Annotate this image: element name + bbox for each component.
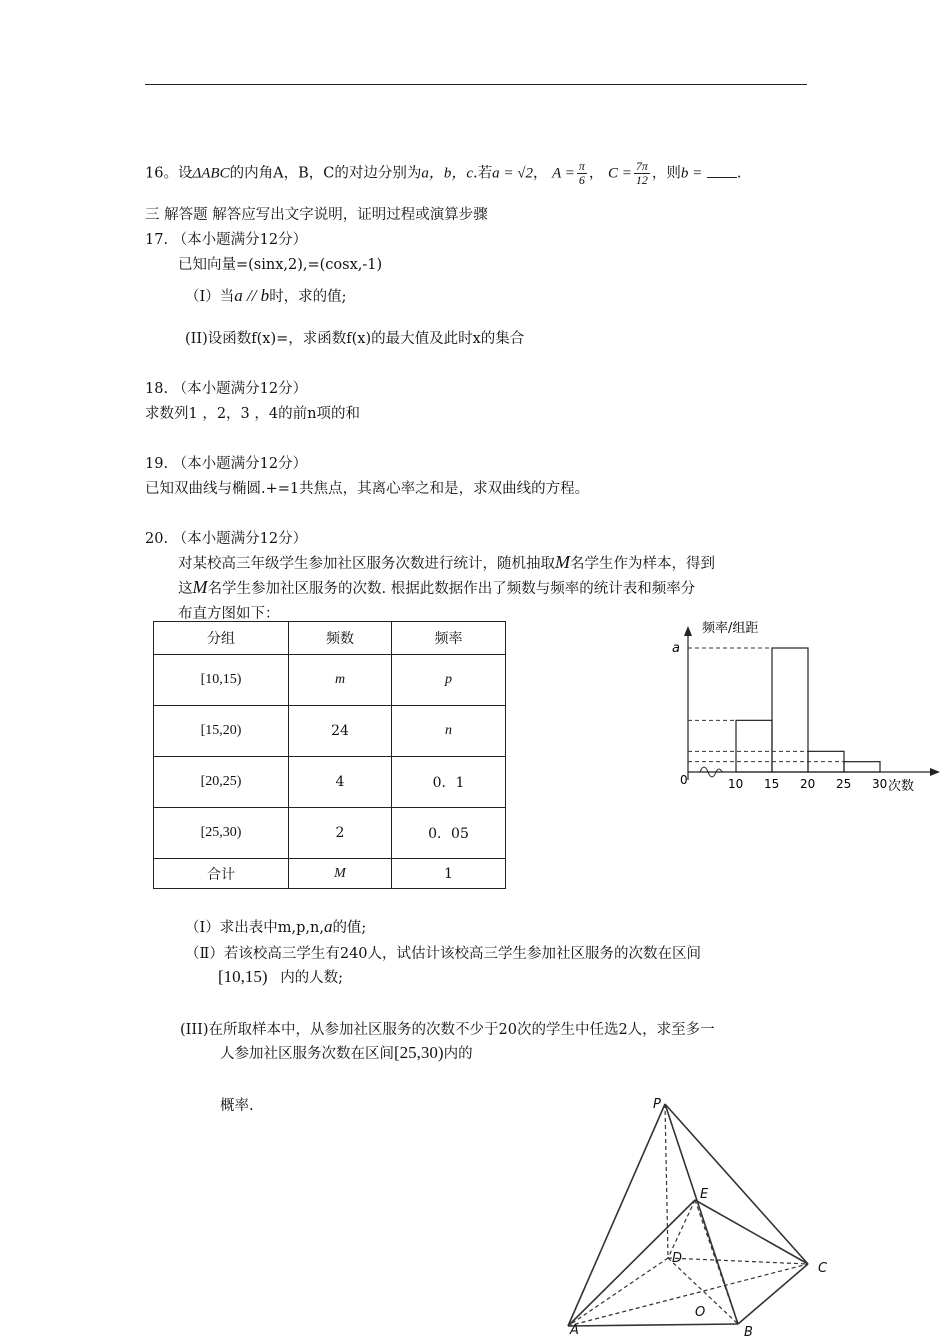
question-16: 16。设ΔABC的内角A，B，C的对边分别为a，b，c.若a = √2， A = $\frac{\pi}{6}$ ， C = $\frac{7\pi}{12}$ ，则b = . [145, 159, 742, 187]
y-axis-arrow [684, 626, 692, 636]
label-C: C [818, 1261, 828, 1276]
origin-label: 0 [680, 773, 688, 787]
label-E: E [700, 1187, 709, 1202]
histogram-ticks [728, 777, 887, 791]
question-20-part3-cont: 人参加社区服务次数在区间[25,30)内的 [220, 1043, 473, 1062]
pyramid-figure [560, 1090, 860, 1340]
question-20-intro-3: 布直方图如下： [178, 606, 280, 622]
table-row: [25,30) 2 0．05 [154, 808, 506, 859]
section-heading: 三 解答题 解答应写出文字说明，证明过程或演算步骤 [145, 207, 488, 223]
question-17-part2: (II)设函数f(x)=，求函数f(x)的最大值及此时x的集合 [185, 331, 525, 347]
x-tick-label: 25 [836, 777, 852, 791]
histogram-bar [736, 720, 772, 772]
question-20-part1: （Ⅰ）求出表中m,p,n,a的值; [185, 917, 367, 936]
table-header: 分组 [154, 622, 289, 655]
x-tick-label: 10 [728, 777, 744, 791]
question-18-text: 求数列1 ，2，3 ，4的前n项的和 [145, 406, 360, 422]
y-label-a: a [672, 641, 680, 656]
table-header-row [154, 622, 506, 655]
label-O: O [695, 1305, 706, 1320]
frequency-histogram [660, 612, 945, 800]
table-row: [20,25) 4 0．1 [154, 757, 506, 808]
question-20-intro-2: 这M名学生参加社区服务的次数. 根据此数据作出了频数与频率的统计表和频率分 [178, 577, 696, 597]
question-19-text: 已知双曲线与椭圆.+=1共焦点，其离心率之和是，求双曲线的方程。 [145, 481, 590, 497]
histogram-bars [688, 648, 880, 772]
question-20-head: 20. （本小题满分12分） [145, 531, 308, 547]
pyramid-hidden-edges [568, 1104, 808, 1326]
x-tick-label: 15 [764, 777, 780, 791]
frequency-table [153, 621, 506, 889]
fraction-7pi-12: $\frac{7\pi}{12}$ [635, 159, 648, 187]
table-row: 合计 M 1 [154, 859, 506, 889]
label-A: A [570, 1323, 579, 1338]
histogram-bar [844, 762, 880, 772]
question-20-part3-end: 概率. [220, 1098, 254, 1114]
fraction-pi-6: $\frac{\pi}{6}$ [578, 159, 585, 187]
y-axis-title: 频率/组距 [702, 621, 759, 636]
label-D: D [672, 1251, 683, 1266]
answer-blank [707, 177, 737, 178]
question-19-head: 19. （本小题满分12分） [145, 456, 308, 472]
question-20-part3: (III)在所取样本中，从参加社区服务的次数不少于20次的学生中任选2人，求至多一 [180, 1022, 715, 1038]
header-rule [145, 84, 807, 85]
label-B: B [744, 1325, 753, 1340]
table-header: 频数 [289, 622, 392, 655]
pyramid-labels [569, 1097, 828, 1340]
table-row: [15,20) 24 n [154, 706, 506, 757]
x-axis-arrow [930, 768, 940, 776]
question-17-given: 已知向量=(sinx,2),=(cosx,-1) [178, 257, 383, 273]
label-P: P [653, 1097, 661, 1112]
question-20-part2-cont: [10,15) 内的人数; [218, 967, 344, 986]
x-tick-label: 20 [800, 777, 816, 791]
question-17-head: 17. （本小题满分12分） [145, 232, 308, 248]
table-header: 频率 [392, 622, 506, 655]
question-18-head: 18. （本小题满分12分） [145, 381, 308, 397]
table-row: [10,15) m p [154, 655, 506, 706]
question-17-part1: （Ⅰ）当a // b时，求的值; [185, 286, 347, 305]
x-tick-label: 30 [872, 777, 888, 791]
x-axis-title: 次数 [888, 779, 915, 794]
histogram-bar [772, 648, 808, 772]
question-20-intro-1: 对某校高三年级学生参加社区服务次数进行统计，随机抽取M名学生作为样本，得到 [178, 552, 715, 572]
question-20-part2: （Ⅱ）若该校高三学生有240人，试估计该校高三学生参加社区服务的次数在区间 [185, 946, 702, 962]
